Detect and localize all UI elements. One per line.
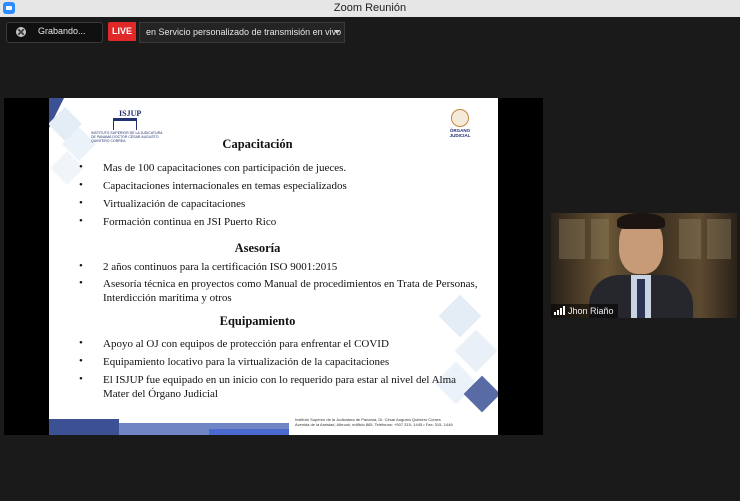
- chevron-down-icon[interactable]: [334, 30, 340, 34]
- footer-stripe: [209, 429, 289, 435]
- bullet-marker: •: [79, 337, 83, 349]
- bullet-marker: •: [79, 277, 83, 289]
- presentation-slide: [49, 98, 498, 435]
- window-title: Zoom Reunión: [333, 2, 407, 14]
- bullet-item: Equipamiento locativo para la virtualización de la capacitaciones: [103, 356, 390, 368]
- live-stream-dropdown[interactable]: [139, 22, 345, 43]
- isjup-logo-text: ISJUP: [119, 109, 142, 118]
- section-heading: Capacitación: [222, 137, 293, 151]
- section-heading: Equipamiento: [219, 314, 296, 328]
- bullet-marker: •: [79, 215, 83, 227]
- participant-name: Jhon Riaño: [568, 306, 614, 316]
- bullet-item: Virtualización de capacitaciones: [103, 198, 246, 210]
- bullet-marker: •: [79, 355, 83, 367]
- section-heading: Asesoría: [234, 241, 281, 255]
- bullet-marker: •: [79, 179, 83, 191]
- bullet-item: Capacitaciones internacionales en temas especializados: [103, 180, 347, 192]
- recording-label: Grabando...: [38, 26, 86, 36]
- bullet-item: Formación continua en JSI Puerto Rico: [103, 216, 277, 228]
- participant-name-label: [551, 304, 618, 318]
- building-icon: [113, 118, 137, 130]
- video-background-panel: [707, 219, 731, 259]
- bullet-item: Mas de 100 capacitaciones con participación de jueces.: [103, 162, 347, 174]
- signal-strength-icon: [554, 306, 565, 315]
- isjup-logo: [87, 109, 167, 143]
- bullet-item: 2 años continuos para la certificación ISO 9001:2015: [103, 261, 338, 273]
- live-badge: LIVE: [108, 22, 136, 41]
- participant-tie: [637, 279, 645, 318]
- bullet-marker: •: [79, 161, 83, 173]
- isjup-logo-subtitle: INSTITUTO SUPERIOR DE LA JUDICATURA DE PANAMÁ DOCTOR CÉSAR AUGUSTO QUINTERO CORREA: [91, 131, 163, 143]
- bullet-item: Asesoría técnica en proyectos como Manual de procedimientos en Trata de Personas, Interdicción marítima y otros: [103, 278, 478, 304]
- bullet-marker: •: [79, 260, 83, 272]
- bullet-marker: •: [79, 197, 83, 209]
- bullet-item: El ISJUP fue equipado en un inicio con lo requerido para estar al nivel del Alma Mater del Órgano Judicial: [103, 374, 457, 400]
- footer-stripe: [49, 419, 119, 435]
- oj-line2: JUDICIAL: [449, 133, 471, 138]
- footer-line: Instituto Superior de la Judicatura de Panamá, Dr. César Augusto Quintero Correa: [295, 417, 441, 422]
- video-background-panel: [559, 219, 585, 259]
- live-stream-label: en Servicio personalizado de transmisión en vivo: [146, 27, 342, 37]
- participant-video-tile[interactable]: [551, 213, 737, 318]
- title-bar: [0, 0, 740, 17]
- oj-line1: ÓRGANO: [449, 128, 471, 133]
- recording-indicator[interactable]: [6, 22, 103, 43]
- video-background-panel: [591, 219, 609, 259]
- bullet-marker: •: [79, 373, 83, 385]
- seal-icon: [451, 109, 469, 127]
- bullet-item: Apoyo al OJ con equipos de protección para enfrentar el COVID: [103, 338, 389, 350]
- slide-footer-text: [295, 417, 495, 427]
- video-background-panel: [679, 219, 701, 259]
- footer-line: Avenida de la Amistad, Albrook, edificio 865, Teléfonos: +507 315- 1445 • Fax: 315- 1446: [295, 422, 453, 427]
- participant-hair: [617, 213, 665, 229]
- stop-recording-icon[interactable]: [16, 27, 26, 37]
